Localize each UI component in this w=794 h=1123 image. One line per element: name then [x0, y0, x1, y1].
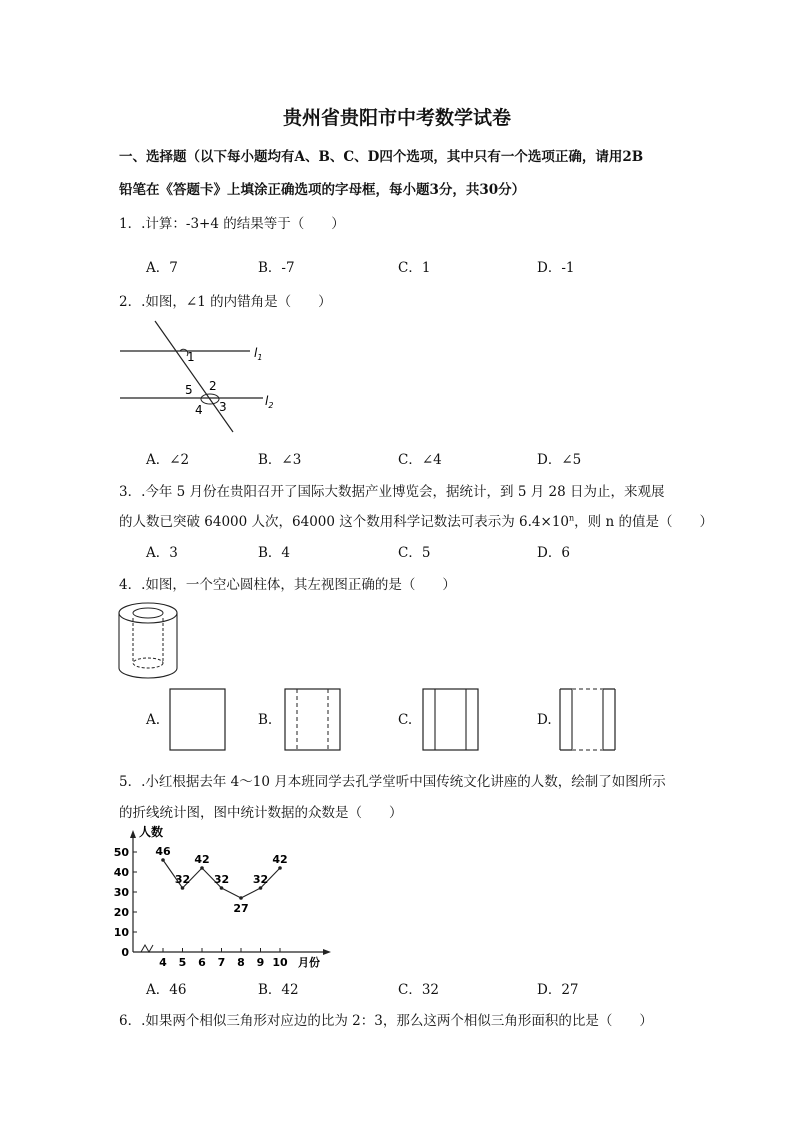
y-tick-label-10: 10: [113, 926, 129, 939]
q5-option-b: B．42: [258, 982, 299, 998]
question-3-line2: 的人数已突破 64000 人次，64000 这个数用科学记数法可表示为 $6.4\times 10^n$，则 n 的值是（ ）: [119, 513, 713, 530]
q4-option-c: C.: [398, 712, 413, 728]
question-2-text: 2．.如图，∠1 的内错角是（ ）: [119, 294, 332, 310]
question-6-text: 6．.如果两个相似三角形对应边的比为 2：3，那么这两个相似三角形面积的比是（ ）: [119, 1013, 653, 1029]
data-point-6: [200, 866, 204, 870]
q2-option-d: D．∠5: [537, 452, 582, 468]
section-heading-line2: 铅笔在《答题卡》上填涂正确选项的字母框，每小题3分，共30分）: [119, 182, 526, 198]
data-point-7: [220, 886, 224, 890]
data-label-10: 42: [272, 853, 288, 866]
y-tick-label-20: 20: [113, 906, 129, 919]
data-point-9: [259, 886, 263, 890]
q2-option-b: B．∠3: [258, 452, 302, 468]
data-label-7: 32: [213, 873, 230, 886]
q4-option-a: A.: [146, 712, 161, 728]
data-label-8: 27: [233, 902, 249, 915]
page-title: 贵州省贵阳市中考数学试卷: [282, 107, 511, 129]
x-tick-label-8: 8: [237, 956, 245, 969]
q1-option-c: C．1: [398, 260, 431, 276]
x-tick-label-5: 5: [178, 956, 187, 969]
question-3-line1: 3．.今年 5 月份在贵阳召开了国际大数据产业博览会，据统计，到 5 月 28 日为止，来观展: [119, 484, 665, 500]
line-label-l2: $l_2$: [265, 394, 274, 410]
data-point-4: [161, 858, 165, 862]
x-axis-label: 月份: [298, 956, 320, 969]
data-point-5: [181, 886, 185, 890]
data-label-4: 46: [155, 845, 171, 858]
question-1-text: 1．.计算：-3+4 的结果等于（ ）: [119, 216, 345, 232]
x-axis-arrow: [323, 949, 331, 955]
q2-option-c: C．∠4: [398, 452, 442, 468]
section-heading-line1: 一、选择题（以下每小题均有A、B、C、D四个选项，其中只有一个选项正确，请用2B: [119, 149, 644, 165]
q4-option-d: D.: [537, 712, 552, 728]
y-tick-label-50: 50: [113, 846, 129, 859]
y-tick-label-40: 40: [113, 866, 129, 879]
x-tick-label-7: 7: [217, 956, 226, 969]
q5-option-a: A．46: [146, 982, 187, 998]
data-label-5: 32: [174, 873, 191, 886]
data-point-10: [278, 866, 282, 870]
q1-option-d: D．-1: [537, 260, 575, 276]
angle-label-2: 2: [209, 379, 217, 393]
q1-option-b: B．-7: [258, 260, 295, 276]
x-tick-label-6: 6: [198, 956, 206, 969]
q3-option-b: B．4: [258, 545, 291, 561]
y-tick-label-0: 0: [121, 946, 129, 959]
question-5-line1: 5．.小红根据去年 4～10 月本班同学去孔学堂听中国传统文化讲座的人数，绘制了如图所示: [119, 774, 666, 790]
question-5-line2: 的折线统计图，图中统计数据的众数是（ ）: [119, 805, 403, 821]
q3-option-d: D．6: [537, 545, 570, 561]
angle-label-5: 5: [185, 383, 193, 397]
axis-break-icon: [141, 945, 153, 952]
q3-option-a: A．3: [146, 545, 178, 561]
y-tick-label-30: 30: [113, 886, 129, 899]
angle-label-1: 1: [187, 350, 195, 364]
q3-option-c: C．5: [398, 545, 431, 561]
data-label-6: 42: [194, 853, 210, 866]
y-axis-label: 人数: [139, 825, 164, 839]
x-tick-label-9: 9: [256, 956, 265, 969]
line-label-l1: $l_1$: [254, 346, 263, 362]
question-4-text: 4．.如图，一个空心圆柱体，其左视图正确的是（ ）: [119, 577, 456, 593]
x-tick-label-10: 10: [272, 956, 288, 969]
q5-option-c: C．32: [398, 982, 440, 998]
q2-option-a: A．∠2: [146, 452, 190, 468]
q5-option-d: D．27: [537, 982, 579, 998]
data-label-9: 32: [252, 873, 269, 886]
angle-label-3: 3: [219, 400, 227, 414]
y-axis-arrow: [130, 830, 136, 838]
q4-option-b: B.: [258, 712, 273, 728]
data-point-8: [239, 896, 243, 900]
q1-option-a: A．7: [146, 260, 178, 276]
angle-label-4: 4: [195, 403, 203, 417]
x-tick-label-4: 4: [159, 956, 167, 969]
